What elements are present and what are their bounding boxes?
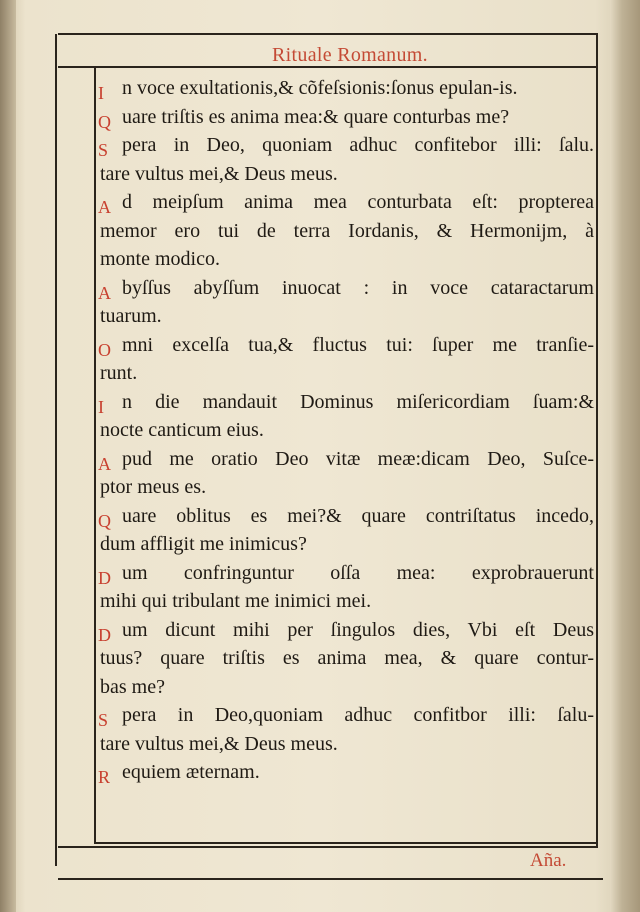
verse-line-first <box>100 331 594 360</box>
rubric-initial: I <box>98 83 104 103</box>
rubric-initial: Q <box>98 111 111 132</box>
verse-line-first <box>100 131 594 160</box>
psalm-text <box>100 74 594 787</box>
bottom-outer-rule <box>58 846 598 848</box>
verse-line-continuation <box>100 473 594 502</box>
verse-text: um dicunt mihi per ſingulos dies, Vbi eſt Deus <box>122 618 594 641</box>
bottom-inner-rule <box>94 842 598 844</box>
verse-text: pud me oratio Deo vitæ meæ:dicam Deo, Suſce- <box>122 447 594 470</box>
verse-text: tare vultus mei,& Deus meus. <box>100 732 338 755</box>
verse-text: ptor meus es. <box>100 476 207 498</box>
rubric-initial: S <box>98 710 109 730</box>
verse-text: runt. <box>100 362 138 384</box>
rubric-initial: A <box>98 453 111 474</box>
verse-text: tare vultus mei,& Deus meus. <box>100 162 338 185</box>
verse-line-continuation <box>100 416 594 445</box>
right-rule <box>596 34 598 846</box>
verse-text: byſſus abyſſum inuocat : in voce cataractarum <box>122 276 594 299</box>
rubric-initial: S <box>98 140 109 160</box>
verse-text: uare triſtis es anima mea:& quare conturbas me? <box>122 105 510 128</box>
verse-text: um confringuntur oſſa mea: exprobrauerunt <box>122 561 594 584</box>
verse-text: n voce exultationis,& cõfeſsionis:ſonus epulan-is. <box>122 77 518 99</box>
top-rule <box>58 33 598 35</box>
verse-line-first <box>100 559 594 588</box>
verse-text: memor ero tui de terra Iordanis, & Hermonijm, à <box>100 219 594 242</box>
verse-line-continuation <box>100 359 594 388</box>
foot-rule <box>58 878 603 880</box>
verse-line-first <box>100 445 594 474</box>
verse-text: nocte canticum eius. <box>100 419 264 441</box>
verse-line-first <box>100 701 594 730</box>
verse-text: mni excelſa tua,& fluctus tui: ſuper me tranſie- <box>122 333 594 356</box>
verse-text: monte modico. <box>100 248 220 270</box>
verse-line-first <box>100 388 594 417</box>
running-title: Rituale Romanum. <box>272 44 428 66</box>
verse-line-continuation <box>100 302 594 331</box>
verse-line-continuation <box>100 730 594 759</box>
rubric-initial: Q <box>98 510 111 531</box>
verse-text: tuarum. <box>100 305 162 327</box>
verse-line-first <box>100 758 594 787</box>
verse-line-continuation <box>100 587 594 616</box>
verse-line-first <box>100 616 594 645</box>
catchword: Aña. <box>530 850 567 871</box>
left-outer-rule <box>55 34 57 866</box>
rubric-initial: A <box>98 282 111 303</box>
verse-text: equiem æternam. <box>122 761 260 783</box>
verse-line-first <box>100 188 594 217</box>
verse-line-continuation <box>100 245 594 274</box>
rubric-initial: I <box>98 396 104 417</box>
verse-line-continuation <box>100 644 594 673</box>
verse-text: n die mandauit Dominus miſericordiam ſuam:& <box>122 390 594 413</box>
verse-text: uare oblitus es mei?& quare contriſtatus incedo, <box>122 504 594 527</box>
verse-line-first <box>100 103 594 132</box>
verse-line-first <box>100 502 594 531</box>
verse-line-continuation <box>100 530 594 559</box>
verse-text: mihi qui tribulant me inimici mei. <box>100 590 372 612</box>
verse-text: bas me? <box>100 675 165 698</box>
page-edge <box>610 0 640 912</box>
verse-line-continuation <box>100 673 594 702</box>
verse-line-first <box>100 74 594 103</box>
verse-text: dum affligit me inimicus? <box>100 533 307 555</box>
verse-text: pera in Deo,quoniam adhuc confitbor illi: ſalu- <box>122 704 594 726</box>
verse-line-continuation <box>100 160 594 189</box>
rubric-initial: A <box>98 197 111 217</box>
left-inner-rule <box>94 67 96 843</box>
rubric-initial: D <box>98 624 111 645</box>
verse-text: pera in Deo, quoniam adhuc confitebor illi: ſalu. <box>122 134 594 156</box>
binding-gutter <box>0 0 16 912</box>
verse-line-continuation <box>100 217 594 246</box>
rubric-initial: R <box>98 767 111 787</box>
rubric-initial: O <box>98 339 111 360</box>
verse-text: d meipſum anima mea conturbata eſt: propterea <box>122 191 594 213</box>
rubric-initial: D <box>98 567 111 588</box>
verse-text: tuus? quare triſtis es anima mea, & quare contur- <box>100 647 594 669</box>
verse-line-first <box>100 274 594 303</box>
